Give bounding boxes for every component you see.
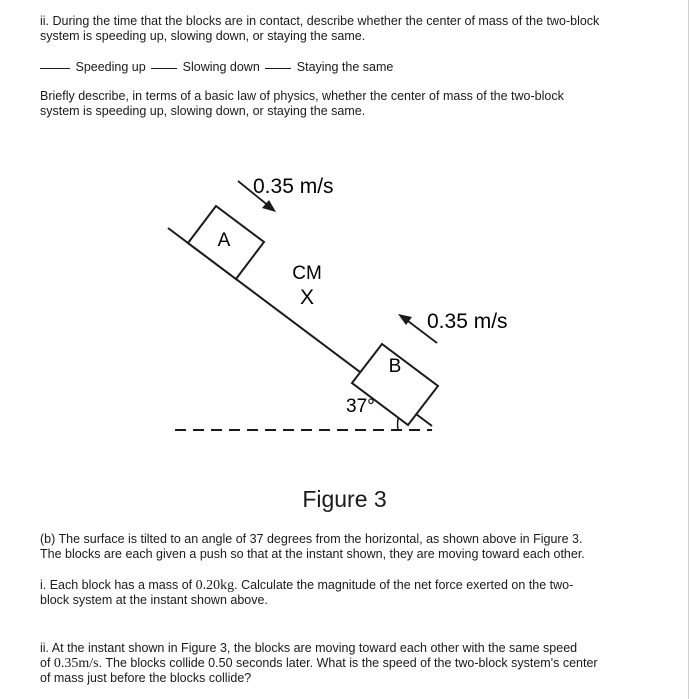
cm-label: CM: [292, 263, 322, 284]
speed-value: 0.35m/s: [53, 656, 99, 671]
question-ii-line-2: system is speeding up, slowing down, or staying the same.: [40, 29, 366, 43]
angle-label: 37°: [346, 396, 375, 417]
figure-caption: Figure 3: [302, 486, 387, 512]
question-ii-explain: [40, 89, 660, 119]
question-i-pre: i. Each block has a mass of: [40, 578, 196, 592]
block-a-label: A: [217, 230, 231, 251]
part-b-intro: [40, 532, 660, 562]
question-ii-line-1: ii. During the time that the blocks are in contact, describe whether the center of mass of the two-block: [40, 14, 600, 28]
explain-line-2: system is speeding up, slowing down, or staying the same.: [40, 104, 366, 118]
blank-slowing-down[interactable]: [151, 67, 177, 69]
part-b-line-1: (b) The surface is tilted to an angle of 37 degrees from the horizontal, as shown above in Figure 3.: [40, 532, 583, 546]
collision-pre: of: [40, 656, 54, 670]
collision-line-1: ii. At the instant shown in Figure 3, the blocks are moving toward each other with the same speed: [40, 641, 578, 655]
option-staying-same: Staying the same: [296, 60, 394, 74]
question-i-line-2: block system at the instant shown above.: [40, 593, 268, 607]
cm-marker: X: [299, 286, 315, 309]
question-i-line-1: [40, 578, 660, 593]
explain-line-1: Briefly describe, in terms of a basic law of physics, whether the center of mass of the two-block: [40, 89, 564, 103]
option-speeding-up: Speeding up: [75, 60, 146, 74]
collision-line-2: [40, 656, 660, 671]
answer-options: [40, 60, 393, 74]
collision-post: . The blocks collide 0.50 seconds later. What is the speed of the two-block system's center: [98, 656, 598, 670]
question-ii-collision: [40, 641, 660, 686]
speed-label-right: 0.35 m/s: [427, 310, 508, 333]
mass-value: 0.20kg: [195, 578, 235, 593]
figure-3-diagram: [0, 160, 689, 450]
question-i-post: . Calculate the magnitude of the net force exerted on the two-: [234, 578, 574, 592]
speed-label-top: 0.35 m/s: [253, 175, 334, 198]
collision-line-3: of mass just before the blocks collide?: [40, 671, 252, 685]
question-i: [40, 578, 660, 608]
option-slowing-down: Slowing down: [182, 60, 260, 74]
block-b-label: B: [388, 356, 402, 377]
question-ii-contact: [40, 14, 660, 44]
blank-staying-same[interactable]: [265, 67, 291, 69]
part-b-line-2: The blocks are each given a push so that at the instant shown, they are moving toward each other.: [40, 547, 585, 561]
blank-speeding-up[interactable]: [40, 67, 70, 69]
